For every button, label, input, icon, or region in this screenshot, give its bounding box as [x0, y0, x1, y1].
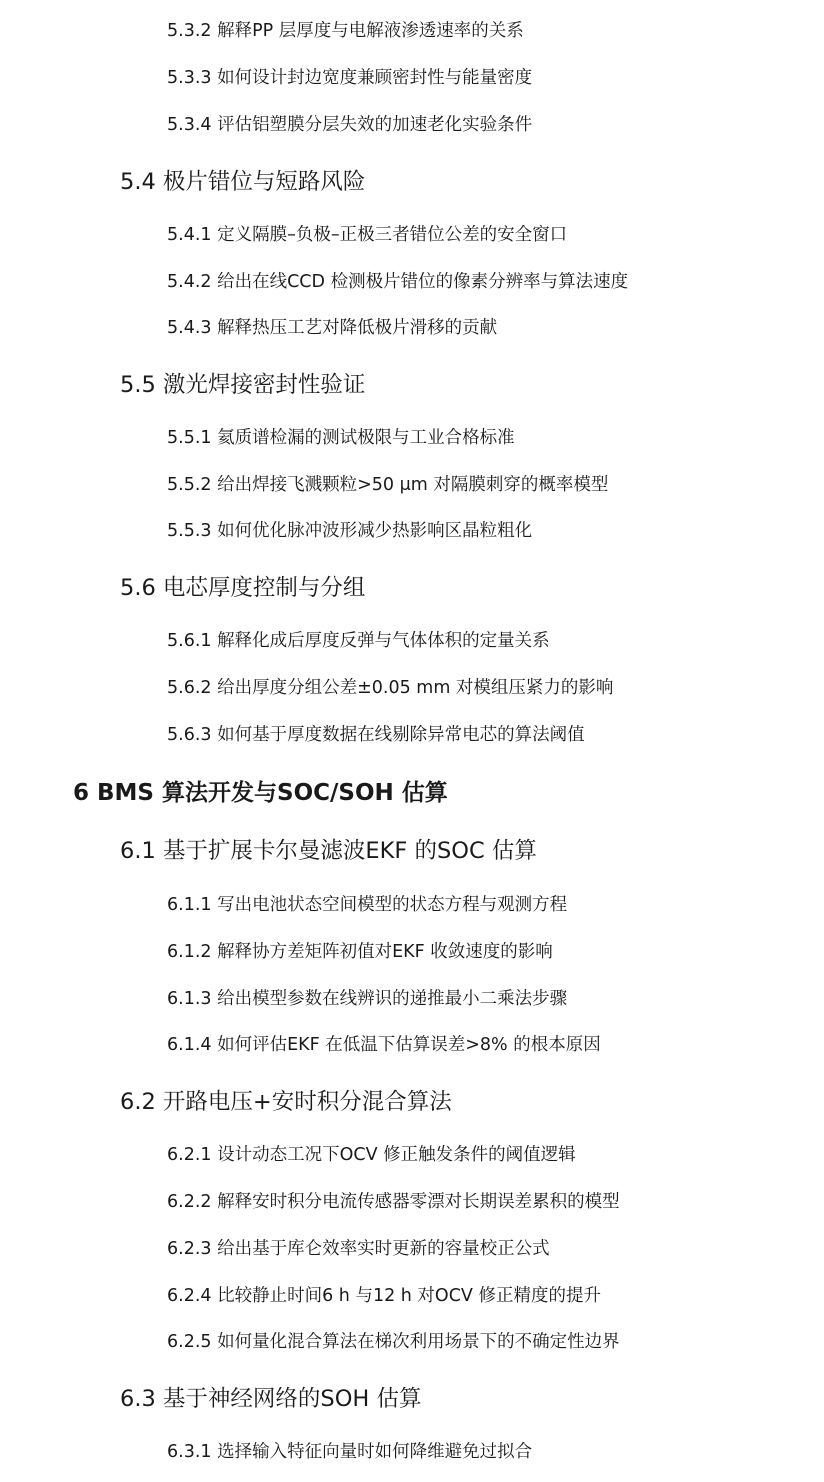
toc-entry-5-5-2[interactable]: 5.5.2 给出焊接飞溅颗粒>50 μm 对隔膜刺穿的概率模型	[167, 475, 609, 495]
toc-entry-5-3-3[interactable]: 5.3.3 如何设计封边宽度兼顾密封性与能量密度	[167, 68, 533, 88]
toc-entry-5-6-1[interactable]: 5.6.1 解释化成后厚度反弹与气体体积的定量关系	[167, 631, 550, 651]
toc-entry-5-5-3[interactable]: 5.5.3 如何优化脉冲波形减少热影响区晶粒粗化	[167, 521, 533, 541]
toc-entry-6[interactable]: 6 BMS 算法开发与SOC/SOH 估算	[73, 780, 448, 806]
toc-entry-6-1-2[interactable]: 6.1.2 解释协方差矩阵初值对EKF 收敛速度的影响	[167, 942, 553, 962]
toc-entry-5-4[interactable]: 5.4 极片错位与短路风险	[120, 169, 366, 195]
toc-entry-5-5[interactable]: 5.5 激光焊接密封性验证	[120, 372, 366, 398]
toc-entry-5-4-1[interactable]: 5.4.1 定义隔膜–负极–正极三者错位公差的安全窗口	[167, 225, 568, 245]
toc-entry-6-2-5[interactable]: 6.2.5 如何量化混合算法在梯次利用场景下的不确定性边界	[167, 1332, 620, 1352]
toc-entry-6-2-1[interactable]: 6.2.1 设计动态工况下OCV 修正触发条件的阈值逻辑	[167, 1145, 576, 1165]
toc-entry-6-1-3[interactable]: 6.1.3 给出模型参数在线辨识的递推最小二乘法步骤	[167, 989, 568, 1009]
toc-entry-5-4-3[interactable]: 5.4.3 解释热压工艺对降低极片滑移的贡献	[167, 318, 498, 338]
toc-entry-5-6-3[interactable]: 5.6.3 如何基于厚度数据在线剔除异常电芯的算法阈值	[167, 725, 585, 745]
toc-entry-5-5-1[interactable]: 5.5.1 氦质谱检漏的测试极限与工业合格标准	[167, 428, 515, 448]
toc-entry-5-3-4[interactable]: 5.3.4 评估铝塑膜分层失效的加速老化实验条件	[167, 115, 533, 135]
toc-entry-6-3[interactable]: 6.3 基于神经网络的SOH 估算	[120, 1386, 422, 1412]
toc-entry-5-3-2[interactable]: 5.3.2 解释PP 层厚度与电解液渗透速率的关系	[167, 21, 524, 41]
toc-entry-6-2-3[interactable]: 6.2.3 给出基于库仑效率实时更新的容量校正公式	[167, 1239, 550, 1259]
toc-entry-6-1-4[interactable]: 6.1.4 如何评估EKF 在低温下估算误差>8% 的根本原因	[167, 1035, 601, 1055]
toc-entry-6-1-1[interactable]: 6.1.1 写出电池状态空间模型的状态方程与观测方程	[167, 895, 568, 915]
toc-entry-5-6-2[interactable]: 5.6.2 给出厚度分组公差±0.05 mm 对模组压紧力的影响	[167, 678, 614, 698]
toc-entry-5-6[interactable]: 5.6 电芯厚度控制与分组	[120, 575, 366, 601]
toc-entry-6-2-2[interactable]: 6.2.2 解释安时积分电流传感器零漂对长期误差累积的模型	[167, 1192, 620, 1212]
toc-entry-6-3-1[interactable]: 6.3.1 选择输入特征向量时如何降维避免过拟合	[167, 1442, 533, 1462]
toc-entry-6-2[interactable]: 6.2 开路电压+安时积分混合算法	[120, 1089, 452, 1115]
toc-entry-5-4-2[interactable]: 5.4.2 给出在线CCD 检测极片错位的像素分辨率与算法速度	[167, 272, 629, 292]
toc-entry-6-2-4[interactable]: 6.2.4 比较静止时间6 h 与12 h 对OCV 修正精度的提升	[167, 1286, 601, 1306]
toc-entry-6-1[interactable]: 6.1 基于扩展卡尔曼滤波EKF 的SOC 估算	[120, 838, 537, 864]
